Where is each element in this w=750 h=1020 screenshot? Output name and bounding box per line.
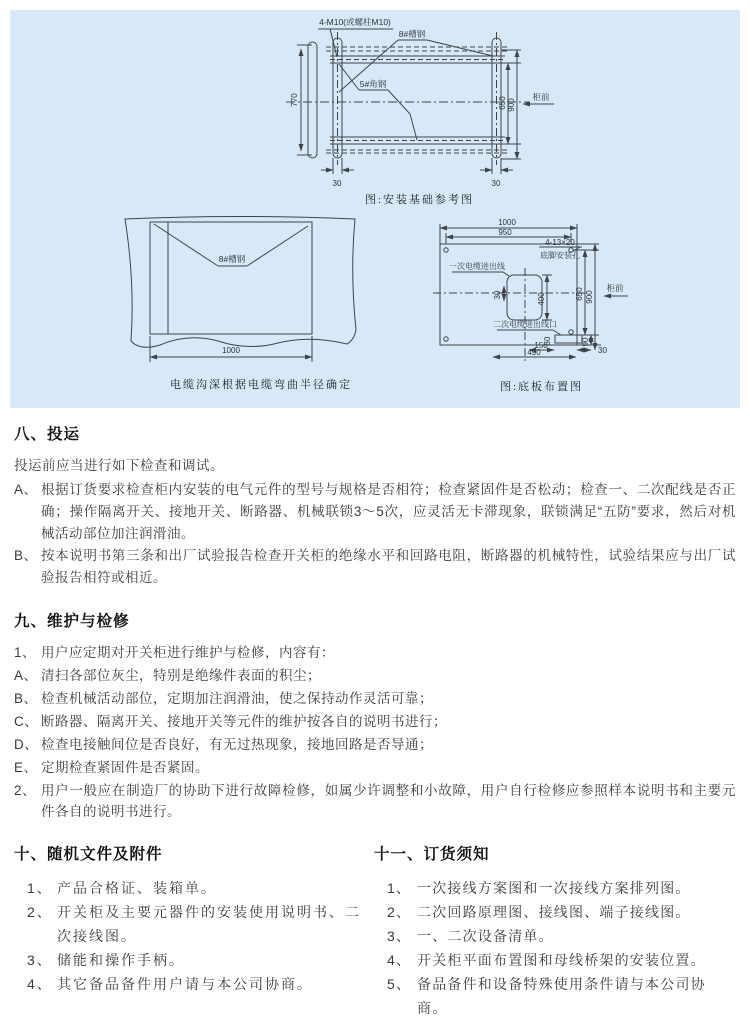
fig1-bolt-label: 4-M10(或螺柱M10) <box>319 17 391 27</box>
installation-foundation-drawing <box>260 12 600 202</box>
section-10-title: 十、随机文件及附件 <box>14 846 163 863</box>
item-marker: 3、 <box>387 928 412 944</box>
fig3-secondary-label: 二次电缆进出线口 <box>493 320 557 329</box>
item-marker: 4、 <box>27 976 53 992</box>
item-text: 清扫各部位灰尘，特别是绝缘件表面的积尘； <box>41 668 321 683</box>
fig3-dim-90: 90 <box>581 337 590 347</box>
section-9-item-1 <box>14 642 736 663</box>
section-11-title: 十一、订货须知 <box>374 846 490 863</box>
fig3-dim-1000: 1000 <box>498 218 516 227</box>
item-marker: 2、 <box>27 904 53 920</box>
item-marker: 5、 <box>387 976 412 992</box>
figure-installation-foundation <box>260 12 600 202</box>
fig3-dim-30-bottom: 30 <box>598 346 607 355</box>
section-9-item-d <box>14 734 736 755</box>
item-marker: 2、 <box>387 904 412 920</box>
fig2-caption: 电缆沟深根据电缆弯曲半径确定 <box>170 379 352 391</box>
item-text: 用户应定期对开关柜进行维护与检修，内容有： <box>41 645 335 660</box>
item-text: 用户一般应在制造厂的协助下进行故障检修，如属少许调整和小故障，用户自行检修应参照样本说明书和主要元件各自的说明书进行。 <box>41 783 736 819</box>
fig2-dim-1000: 1000 <box>222 346 240 355</box>
section-9-list <box>14 642 736 822</box>
fig1-dim-650: 650 <box>498 96 507 110</box>
fig3-dim-30: 30 <box>493 290 502 300</box>
fig3-dim-650: 650 <box>575 287 584 301</box>
item-text: 断路器、隔离开关、接地开关等元件的维护按各自的说明书进行； <box>41 714 447 729</box>
fig3-dim-50: 50 <box>543 336 552 346</box>
item-marker: E、 <box>14 760 38 775</box>
item-text: 开关柜平面布置图和母线桥架的安装位置。 <box>417 952 706 968</box>
section-9-item-e <box>14 757 736 778</box>
item-text: 按本说明书第三条和出厂试验报告检查开关柜的绝缘水平和回路电阻，断路器的机械特性，试验结果应与出厂试验报告相符或相近。 <box>41 548 736 585</box>
section-9-item-2 <box>14 780 736 822</box>
fig1-caption: 图:安装基础参考图 <box>365 194 475 206</box>
drawings-panel <box>10 10 740 408</box>
item-marker: B、 <box>14 691 38 706</box>
fig1-dim-30-right: 30 <box>491 179 501 188</box>
section-8-item-b <box>14 545 736 589</box>
fig3-holes-label-1: 4-13×20 <box>545 238 575 247</box>
fig1-dim-30-left: 30 <box>332 179 342 188</box>
section-8-item-a <box>14 479 736 545</box>
fig2-channel-label: 8#槽钢 <box>218 254 246 264</box>
item-text: 根据订货要求检查柜内安装的电气元件的型号与规格是否相符；检查紧固件是否松动；检查一、二次配线是否正确；操作隔离开关、接地开关、断路器、机械联锁3～5次，应灵活无卡滞现象，联锁满足“五防”要求，然后对机械活动部位加注润滑油。 <box>41 482 736 541</box>
fig3-dim-900: 900 <box>585 290 594 304</box>
fig3-caption: 图:底板布置图 <box>500 381 584 393</box>
item-text: 其它备品备件用户请与本公司协商。 <box>57 976 313 992</box>
item-marker: 1、 <box>14 645 37 660</box>
fig3-dim-490: 490 <box>527 348 541 357</box>
section-10-item-2 <box>14 900 374 948</box>
item-text: 产品合格证、装箱单。 <box>57 880 217 896</box>
bottom-columns <box>14 842 736 1020</box>
figure-bottom-plate <box>425 216 735 381</box>
item-marker: 4、 <box>387 952 412 968</box>
item-text: 开关柜及主要元器件的安装使用说明书、二次接线图。 <box>57 904 361 944</box>
fig1-dim-770: 770 <box>290 93 299 107</box>
fig3-dim-400: 400 <box>537 292 546 306</box>
section-9-item-c <box>14 711 736 732</box>
item-marker: A、 <box>14 482 38 497</box>
item-marker: A、 <box>14 668 38 683</box>
section-10-item-3 <box>14 948 374 972</box>
item-text: 一、二次设备清单。 <box>417 928 554 944</box>
section-9-item-a <box>14 665 736 686</box>
item-marker: B、 <box>14 548 38 563</box>
item-text: 储能和操作手柄。 <box>57 952 185 968</box>
item-text: 二次回路原理图、接线图、端子接线图。 <box>417 904 691 920</box>
item-text: 备品备件和设备特殊使用条件请与本公司协商。 <box>417 976 706 1016</box>
cable-trench-drawing <box>110 212 380 388</box>
section-11 <box>374 842 736 1020</box>
fig3-dim-950: 950 <box>498 228 512 237</box>
item-text: 检查机械活动部位，定期加注润滑油，使之保持动作灵活可靠； <box>41 691 433 706</box>
item-text: 定期检查紧固件是否紧固。 <box>41 760 209 775</box>
item-marker: C、 <box>14 714 39 729</box>
section-9-title: 九、维护与检修 <box>14 613 130 630</box>
fig1-channel-label: 8#槽钢 <box>398 29 426 39</box>
item-marker: 3、 <box>27 952 53 968</box>
section-11-item-2 <box>374 900 736 924</box>
section-9-item-b <box>14 688 736 709</box>
item-marker: D、 <box>14 737 39 752</box>
section-11-item-4 <box>374 948 736 972</box>
item-text: 一次接线方案图和一次接线方案排列图。 <box>417 880 691 896</box>
section-11-item-3 <box>374 924 736 948</box>
figure-cable-trench <box>110 212 380 388</box>
fig3-holes-label-2: 底脚安装孔 <box>540 251 580 260</box>
item-marker: 1、 <box>387 880 412 896</box>
section-10 <box>14 842 374 1020</box>
section-8-title: 八、投运 <box>14 426 81 443</box>
section-10-item-4 <box>14 972 374 996</box>
fig1-dim-900: 900 <box>507 98 516 112</box>
fig1-angle-label: 5#角钢 <box>359 79 387 89</box>
section-11-item-1 <box>374 876 736 900</box>
section-10-item-1 <box>14 876 374 900</box>
item-marker: 1、 <box>27 880 53 896</box>
section-11-item-5 <box>374 972 736 1020</box>
item-marker: 2、 <box>14 783 37 798</box>
item-text: 检查电接触间位是否良好，有无过热现象，接地回路是否导通； <box>41 737 433 752</box>
fig3-front-label: 柜前 <box>606 283 624 293</box>
fig3-primary-label: 一次电缆进出线 <box>449 262 505 271</box>
bottom-plate-drawing <box>425 216 735 381</box>
page-body <box>0 408 750 1020</box>
section-8-intro: 投运前应当进行如下检查和调试。 <box>14 458 224 473</box>
fig3-dim-150: 150 <box>534 341 548 350</box>
fig1-front-label: 柜前 <box>532 92 550 102</box>
